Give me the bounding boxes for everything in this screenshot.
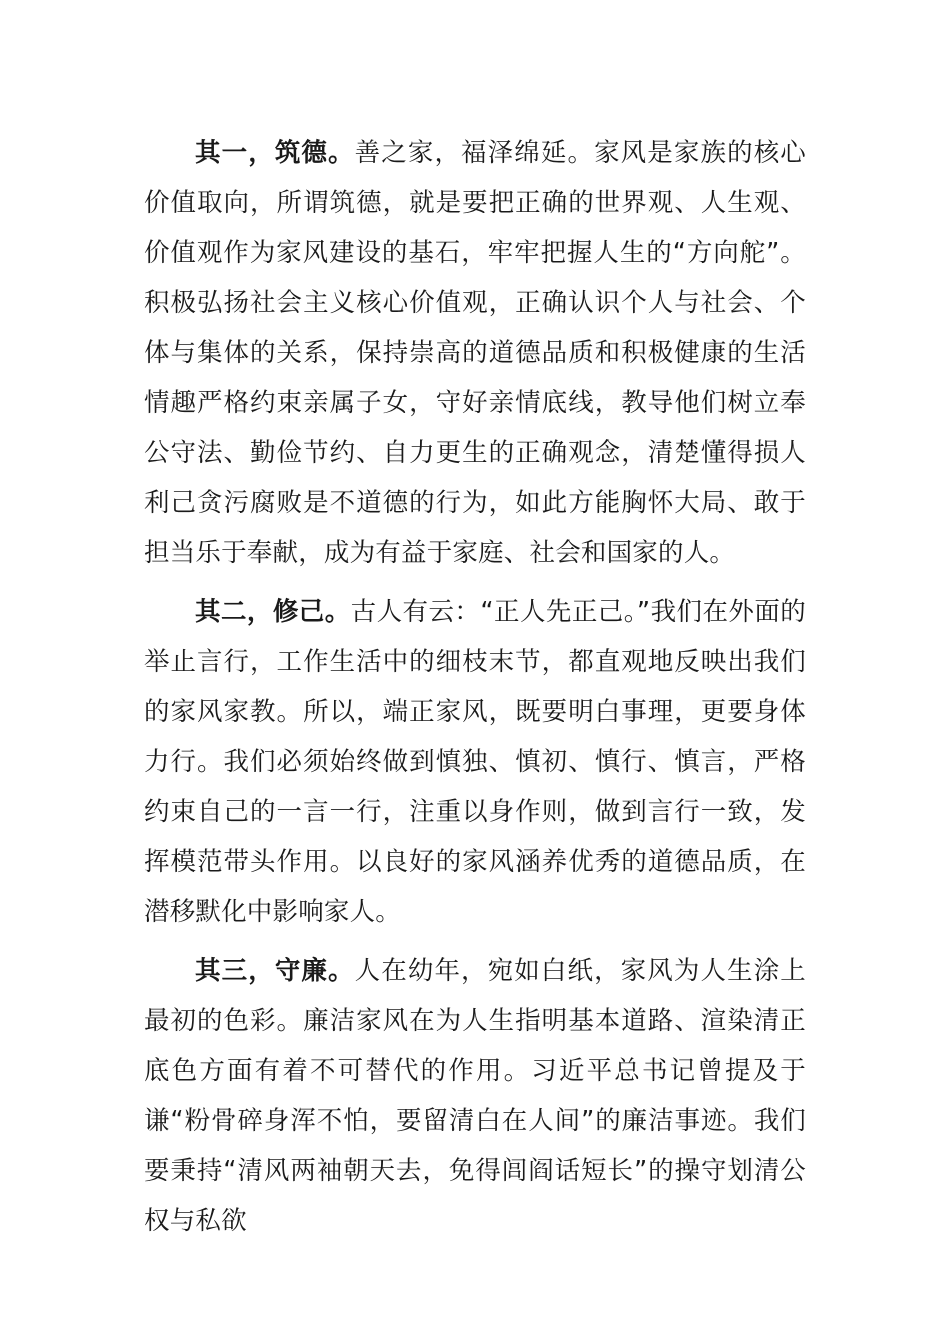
paragraph-body: 古人有云：“正人先正己。”我们在外面的举止言行，工作生活中的细枝末节，都直观地反映出我们的家风家教。所以，端正家风，既要明白事理，更要身体力行。我们必须始终做到慎独、慎初、慎行、慎言，严格约束自己的一言一行，注重以身作则，做到言行一致，发挥模范带头作用。以良好的家风涵养优秀的道德品质，在潜移默化中影响家人。 (144, 597, 806, 927)
document-page (144, 128, 806, 1255)
paragraph-lead: 其一，筑德。 (195, 138, 355, 168)
paragraph-zhude (144, 128, 806, 578)
paragraph-lead: 其二，修己。 (195, 597, 351, 627)
paragraph-body: 人在幼年，宛如白纸，家风为人生涂上最初的色彩。廉洁家风在为人生指明基本道路、渲染清正底色方面有着不可替代的作用。习近平总书记曾提及于谦“粉骨碎身浑不怕，要留清白在人间”的廉洁事迹。我们要秉持“清风两袖朝天去，免得闾阎话短长”的操守划清公权与私欲 (144, 956, 807, 1236)
paragraph-xiuji (144, 587, 806, 937)
paragraph-body: 善之家，福泽绵延。家风是家族的核心价值取向，所谓筑德，就是要把正确的世界观、人生观、价值观作为家风建设的基石，牢牢把握人生的“方向舵”。积极弘扬社会主义核心价值观，正确认识个人与社会、个体与集体的关系，保持崇高的道德品质和积极健康的生活情趣严格约束亲属子女，守好亲情底线，教导他们树立奉公守法、勤俭节约、自力更生的正确观念，清楚懂得损人利己贪污腐败是不道德的行为，如此方能胸怀大局、敢于担当乐于奉献，成为有益于家庭、社会和国家的人。 (144, 138, 807, 568)
paragraph-shoulian (144, 946, 806, 1246)
paragraph-lead: 其三，守廉。 (195, 956, 355, 986)
